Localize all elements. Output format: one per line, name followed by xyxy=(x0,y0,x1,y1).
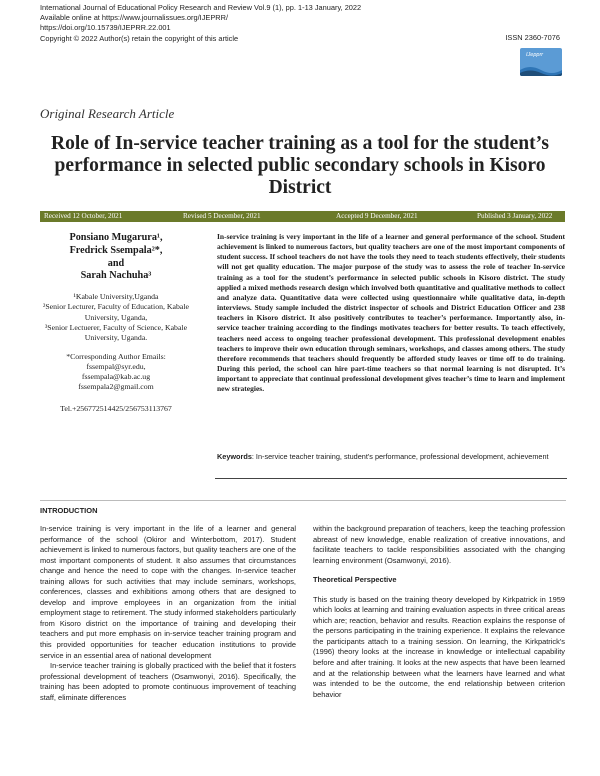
subsection-heading: Theoretical Perspective xyxy=(313,575,397,585)
published-date: Published 3 January, 2022 xyxy=(477,212,553,220)
available-online-link[interactable]: Available online at https://www.journalissues.org/IJEPRR/ xyxy=(40,13,229,23)
section-heading: INTRODUCTION xyxy=(40,506,98,515)
date-bar xyxy=(40,211,565,222)
corresponding-emails xyxy=(40,352,192,393)
keywords-text: : In-service teacher training, student's performance, professional development, achievement xyxy=(251,452,549,461)
email-link[interactable]: fssempala@kab.ac.ug xyxy=(81,372,151,382)
keywords xyxy=(217,452,565,462)
paragraph: In-service training is very important in the life of a learner and general performance of the school (Okiror and Winterbottom, 2017). Student achievement is linked to numerous factors, but quality teachers are one of the most important components of student. It also assumes that circumstances change and hence the need to cope with the changes. In-service teacher training allows for such activities that may include seminars, workshops, conferences, classes and exhibitions among others that are designed to develop and improve employees in an organization from the initial employment stage to retirement. The study informed stakeholders particularly from Kisoro district on the importance of training and developing their teachers and put more emphasis on in-service teacher training program and this provided opportunities for teacher education institutions to provide service in an essential area of national development xyxy=(40,524,296,660)
article-type: Original Research Article xyxy=(40,106,175,121)
paragraph: In-service teacher training is globally practiced with the belief that it fosters professional development of teachers (Osamwonyi, 2016). Specifically, the training has been adopted to promote continuous improvement of teaching staff, eliminate differences xyxy=(40,661,296,702)
paragraph: within the background preparation of teachers, keep the teaching profession abreast of new knowledge, enable realization of creative innovations, and facilitate teachers to tackle responsibilities associated with the changing learning environment (Osamwonyi, 2016). xyxy=(313,524,565,565)
affiliation: ¹Kabale University,Uganda xyxy=(73,292,159,302)
author-name: Sarah Nachuha³ xyxy=(80,270,152,282)
affiliation: ³Senior Lectuerer, Faculty of Science, Kabale University, Uganda. xyxy=(44,323,188,343)
article-title: Role of In-service teacher training as a tool for the student’s performance in selected public secondary schools in Kisoro District xyxy=(51,133,549,198)
divider xyxy=(40,500,566,501)
journal-logo xyxy=(520,48,562,76)
affiliation: ²Senior Lecturer, Faculty of Education, Kabale University, Uganda, xyxy=(43,302,189,322)
affiliations xyxy=(40,292,192,343)
email-link[interactable]: fssempala2@gmail.com xyxy=(78,382,154,392)
right-column xyxy=(313,524,565,700)
intro-column xyxy=(40,524,296,703)
telephone: Tel.+256772514425/256753113767 xyxy=(60,404,172,414)
keywords-label: Keywords xyxy=(217,452,252,461)
accepted-date: Accepted 9 December, 2021 xyxy=(336,212,418,220)
journal-line: International Journal of Educational Policy Research and Review Vol.9 (1), pp. 1-13 January, 2022 xyxy=(40,3,362,12)
doi-link[interactable]: https://doi.org/10.15739/IJEPRR.22.001 xyxy=(40,23,171,33)
paragraph: This study is based on the training theory developed by Kirkpatrick in 1959 which looks at learning and training evaluation aspects in three critical areas which are; reaction, behavior and results. Reaction explains the response of the persons participating in the training experience. It explains the relevance the participants attach to a training session. On learning, the Kirkpatrick's (1996) theory looks at the increase in knowledge or intellectual capability before and after training. It looks at the new aspects that have been learned and at the relationship between what the learners have learned and what was intended to be the outcome, the end relationship between criterion behavior xyxy=(313,594,565,699)
corresponding-label: *Corresponding Author Emails: xyxy=(66,351,166,361)
abstract: In-service training is very important in the life of a learner and general performance of the school. Student achievement is linked to numerous factors, but quality teachers are one of the most important components of student success. If school teachers do not have the tools they need to teach students effectively, their students will not get quality education. The major purpose of the study was to assess the role of teacher In-service training as a tool for the student’s performance in selected public schools in Kisoro district. The study applied a mixed methods research design which involved both quantitative and qualitative methods to collect and analyze data. Quantitative data were collected using questionnaire while qualitative data, in-depth interviews. Study sample included the district inspector of schools and District Education Officer and 238 teachers in Kisoro district. It also positively contributes to teacher’s performance. Importantly also, in-service teacher training according to the findings motivates teachers for better results. To teach effectively, teachers need access to ongoing teacher professional development. This professional development enables teachers to improve their own education through seminars, workshops, and classes among others. The study therefore recommends that teachers should frequently be afforded study leaves or time off to do training. During this period, the school can hire part-time teachers so that normal learning is not disrupted. It’s important to appreciate that continual professional development gives teacher’s time to learn and implement new strategies. xyxy=(217,232,565,394)
divider xyxy=(215,478,567,479)
received-date: Received 12 October, 2021 xyxy=(44,212,123,220)
author-block xyxy=(40,232,192,413)
copyright-line: Copyright © 2022 Author(s) retain the copyright of this article xyxy=(40,33,239,43)
author-name: Ponsiano Mugarura¹, xyxy=(69,232,163,243)
author-and: and xyxy=(107,257,125,269)
journal-header xyxy=(40,3,361,44)
logo-wave-icon xyxy=(520,62,562,76)
logo-text: IJepprr xyxy=(526,52,544,58)
revised-date: Revised 5 December, 2021 xyxy=(183,212,261,220)
email-link[interactable]: fssempal@syr.edu, xyxy=(86,361,146,371)
issn: ISSN 2360-7076 xyxy=(505,33,560,42)
author-name: Fredrick Ssempala²*, xyxy=(69,244,163,256)
